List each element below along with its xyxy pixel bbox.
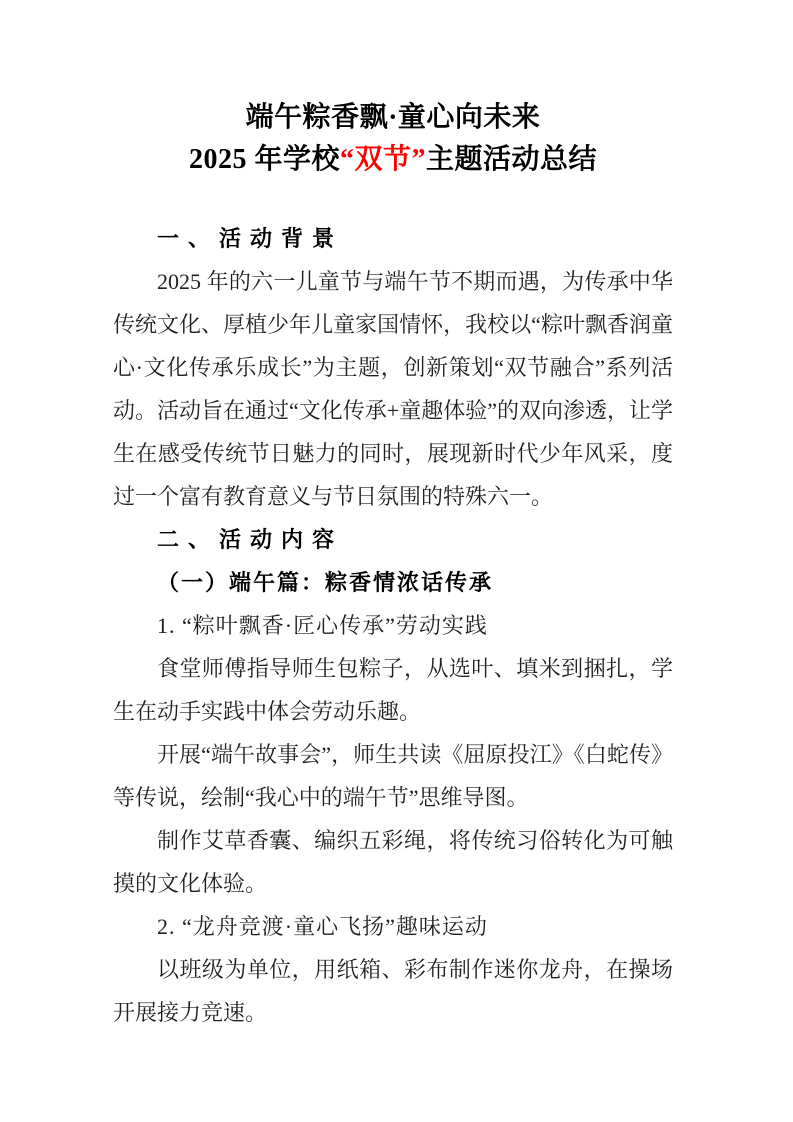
title-line-2-prefix: 2025 年学校: [188, 144, 340, 175]
item-heading: 2. “龙舟竞渡·童心飞扬”趣味运动: [157, 914, 488, 939]
document-body: [113, 217, 673, 1034]
document-title: [113, 97, 673, 181]
subsection-heading: （一）端午篇：粽香情浓话传承: [157, 570, 494, 595]
item-heading: 1. “粽叶飘香·匠心传承”劳动实践: [157, 613, 488, 638]
body-paragraph: 食堂师傅指导师生包粽子，从选叶、填米到捆扎，学生在动手实践中体会劳动乐趣。: [113, 656, 673, 724]
title-line-2-suffix: 主题活动总结: [426, 144, 598, 175]
title-line-1: 端午粽香飘·童心向未来: [245, 102, 541, 133]
body-paragraph: 开展“端午故事会”，师生共读《屈原投江》《白蛇传》等传说，绘制“我心中的端午节”思维导图。: [113, 742, 673, 810]
body-paragraph: 2025 年的六一儿童节与端午节不期而遇，为传承中华传统文化、厚植少年儿童家国情怀，我校以“粽叶飘香润童心·文化传承乐成长”为主题，创新策划“双节融合”系列活动。活动旨在通过“文化传承+童趣体验”的双向渗透，让学生在感受传统节日魅力的同时，展现新时代少年风采，度过一个富有教育意义与节日氛围的特殊六一。: [113, 269, 673, 509]
body-paragraph: 以班级为单位，用纸箱、彩布制作迷你龙舟，在操场开展接力竞速。: [113, 957, 673, 1025]
title-line-2: [113, 139, 673, 181]
section-heading: 一、活动背景: [157, 226, 344, 251]
document-content: [113, 97, 673, 1034]
body-paragraph: 制作艾草香囊、编织五彩绳，将传统习俗转化为可触摸的文化体验。: [113, 828, 673, 896]
section-heading: 二、活动内容: [157, 527, 344, 552]
title-line-2-highlight: “双节”: [339, 144, 426, 175]
